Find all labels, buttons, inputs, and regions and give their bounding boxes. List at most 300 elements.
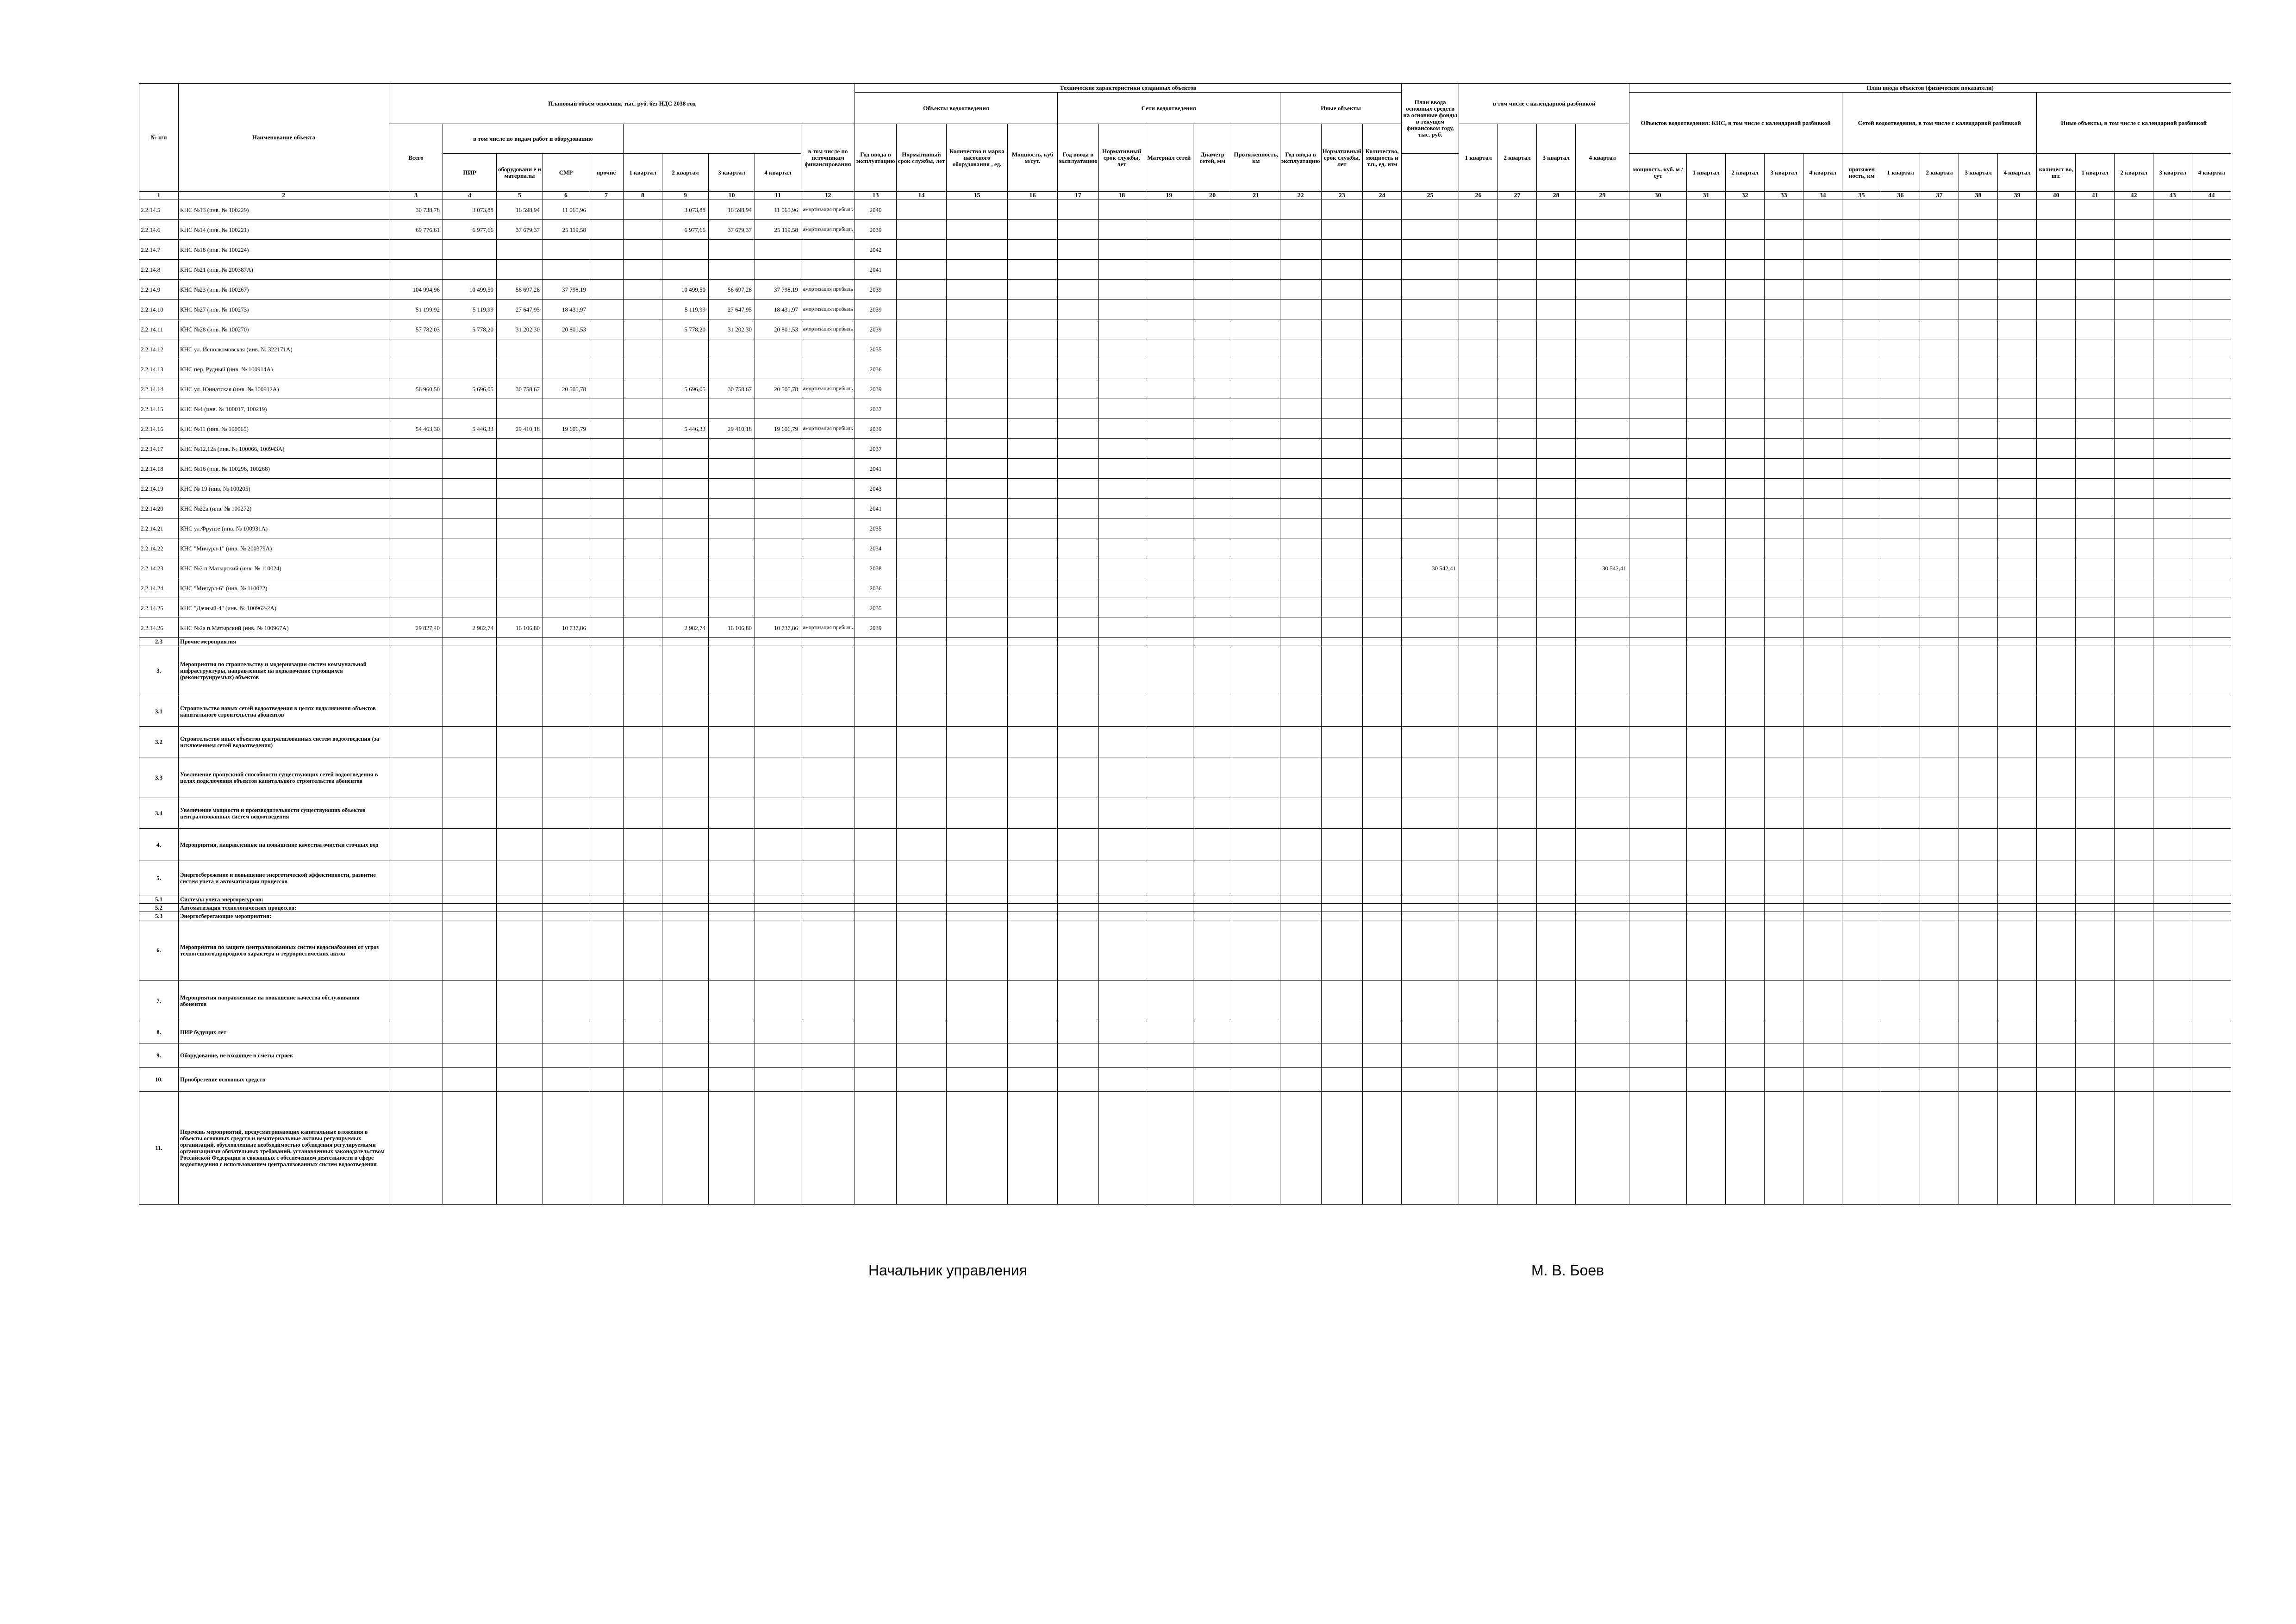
signature-person: М. В. Боев [1531,1262,1604,1279]
row-cell [2153,319,2192,339]
row-cell [1008,280,1058,300]
section-cell [1280,645,1321,696]
section-cell [1459,638,1498,645]
row-cell [2037,339,2076,359]
row-cell [1008,200,1058,220]
section-cell [1232,727,1280,757]
row-cell [1726,598,1765,618]
row-cell [2192,419,2231,439]
row-cell [1537,598,1576,618]
row-cell [2192,538,2231,558]
section-cell [1145,1092,1193,1205]
row-cell [1537,479,1576,499]
section-cell [1402,1068,1459,1092]
row-cell [2192,598,2231,618]
section-cell [1765,645,1803,696]
header-q4: 4 квартал [755,154,801,192]
row-cell [1498,379,1537,399]
row-cell [755,240,801,260]
section-cell [709,895,755,904]
column-number: 36 [1881,192,1920,200]
table-row [139,339,2231,359]
row-cell [389,598,443,618]
section-cell [1232,1021,1280,1043]
row-cell [801,240,855,260]
row-cell [947,379,1008,399]
row-cell [1765,200,1803,220]
row-cell [2115,359,2153,379]
row-cell [1459,598,1498,618]
section-cell [709,904,755,912]
section-cell [2037,798,2076,829]
section-cell [389,727,443,757]
section-cell [1765,895,1803,904]
row-cell [1998,439,2037,459]
section-cell [1058,798,1099,829]
section-cell [497,920,543,981]
section-cell [1998,638,2037,645]
row-cell [1842,359,1881,379]
section-cell [624,1021,662,1043]
header-kns-q3: 3 квартал [1765,154,1803,192]
row-cell [1881,479,1920,499]
row-cell [1687,300,1726,319]
investment-table-sheet [139,83,2231,1205]
section-cell [1402,1021,1459,1043]
row-cell [589,439,624,459]
section-cell [1959,638,1998,645]
table-row [139,618,2231,638]
row-cell [1920,598,1959,618]
row-cell [1881,558,1920,578]
row-cell [2037,439,2076,459]
row-cell [897,419,947,439]
section-cell [1881,861,1920,895]
section-cell [801,861,855,895]
column-number: 15 [947,192,1008,200]
row-cell [1402,479,1459,499]
section-cell [1280,895,1321,904]
section-cell [1232,904,1280,912]
section-cell [947,895,1008,904]
section-cell [1193,920,1232,981]
row-cell [1998,499,2037,518]
section-cell [2192,696,2231,727]
section-cell [1232,981,1280,1021]
header-smr: СМР [543,154,589,192]
section-cell [1765,696,1803,727]
section-cell [855,895,897,904]
section-cell [2076,861,2115,895]
header-qty-power: Количество, мощность и т.п., ед. изм [1363,124,1402,192]
row-cell [1402,200,1459,220]
row-cell [1232,319,1280,339]
section-cell [1459,1043,1498,1068]
row-cell [2076,538,2115,558]
row-cell [2076,339,2115,359]
section-cell [1726,727,1765,757]
section-cell [1321,829,1363,861]
section-cell [2192,645,2231,696]
row-cell [543,359,589,379]
row-cell [1998,459,2037,479]
section-row [139,638,2231,645]
section-cell [543,696,589,727]
row-cell [1321,399,1363,419]
section-cell [1459,912,1498,920]
section-cell [2115,1021,2153,1043]
row-cell [589,260,624,280]
section-cell [2037,861,2076,895]
section-cell [497,912,543,920]
section-cell [1363,1021,1402,1043]
row-cell [1765,578,1803,598]
row-cell [1232,439,1280,459]
row-cell [1058,399,1099,419]
section-cell [2115,981,2153,1021]
row-cell [543,558,589,578]
section-cell [1058,696,1099,727]
row-cell [1998,618,2037,638]
section-cell [2115,920,2153,981]
section-cell [1576,798,1629,829]
section-cell [1803,645,1842,696]
section-cell [755,696,801,727]
row-cell [1959,359,1998,379]
row-cell [1402,518,1459,538]
header-incl-sources: в том числе по источникам финансирования [801,124,855,192]
section-cell [855,645,897,696]
row-cell [662,459,709,479]
row-cell [1629,200,1687,220]
section-cell [1765,829,1803,861]
row-cell [947,280,1008,300]
row-cell [662,339,709,359]
row-cell [1998,598,2037,618]
section-cell [497,1068,543,1092]
section-cell [1920,696,1959,727]
section-cell [2115,798,2153,829]
row-cell [2076,399,2115,419]
section-cell [1098,912,1145,920]
row-cell [624,518,662,538]
row-cell [1920,200,1959,220]
row-cell: 3 073,88 [443,200,497,220]
row-cell [1232,260,1280,280]
row-cell [2115,479,2153,499]
section-cell [1726,1092,1765,1205]
row-cell [1881,439,1920,459]
row-cell [755,558,801,578]
column-number: 29 [1576,192,1629,200]
row-cell [1363,240,1402,260]
row-cell [2076,240,2115,260]
section-cell [709,638,755,645]
section-cell [1459,895,1498,904]
row-cell [2192,518,2231,538]
row-cell [897,280,947,300]
section-cell [443,727,497,757]
row-cell [662,499,709,518]
row-cell: 2038 [855,558,897,578]
row-cell [2153,280,2192,300]
row-cell [1145,518,1193,538]
section-cell [1145,981,1193,1021]
section-cell [1726,696,1765,727]
row-cell: 5 778,20 [662,319,709,339]
section-cell [1363,912,1402,920]
row-cell [947,419,1008,439]
row-cell [755,578,801,598]
row-code: 2.2.14.13 [139,359,179,379]
section-cell [1058,912,1099,920]
row-code: 2.2.14.26 [139,618,179,638]
section-cell [443,1068,497,1092]
section-cell [755,861,801,895]
row-code: 2.2.14.16 [139,419,179,439]
row-cell [1058,618,1099,638]
row-cell [1498,479,1537,499]
section-cell [662,981,709,1021]
section-code: 6. [139,920,179,981]
row-cell [1321,578,1363,598]
section-cell [947,1068,1008,1092]
row-cell: амортизация прибыль [801,618,855,638]
section-cell [1498,1021,1537,1043]
row-cell [1629,339,1687,359]
section-cell [1920,981,1959,1021]
section-cell [897,912,947,920]
row-code: 2.2.14.17 [139,439,179,459]
row-cell [1576,538,1629,558]
section-cell [2153,727,2192,757]
row-cell [897,399,947,419]
row-cell [2037,300,2076,319]
row-cell [1920,399,1959,419]
section-cell [1459,645,1498,696]
section-cell [1998,798,2037,829]
row-cell [755,359,801,379]
column-number: 6 [543,192,589,200]
section-cell [755,829,801,861]
row-cell [1098,419,1145,439]
section-cell [1537,861,1576,895]
row-cell [1402,439,1459,459]
row-cell [1280,419,1321,439]
header-quantity-unit: количест во, шт. [2037,154,2076,192]
row-cell [1765,260,1803,280]
row-cell [1687,578,1726,598]
header-plan-physical: План ввода объектов (физические показатели) [1629,84,2231,93]
section-cell [1321,757,1363,798]
section-name: Увеличение пропускной способности существующих сетей водоотведения в целях подключения объектов капитального строительства абонентов [179,757,389,798]
section-cell [1881,645,1920,696]
section-cell [1008,798,1058,829]
section-cell [2037,1068,2076,1092]
section-cell [1193,696,1232,727]
section-cell [1008,1068,1058,1092]
row-cell: 2035 [855,339,897,359]
row-cell [1058,558,1099,578]
section-code: 9. [139,1043,179,1068]
section-cell [1402,638,1459,645]
section-cell [1576,1092,1629,1205]
row-cell [1576,518,1629,538]
section-cell [755,981,801,1021]
row-cell [1280,558,1321,578]
section-cell [497,727,543,757]
row-cell [1193,598,1232,618]
row-cell [2153,399,2192,419]
section-cell [1576,1043,1629,1068]
section-cell [1058,638,1099,645]
row-cell [1629,260,1687,280]
section-cell [1098,757,1145,798]
row-cell [1098,499,1145,518]
section-cell [1920,861,1959,895]
row-cell: амортизация прибыль [801,319,855,339]
row-cell [1803,439,1842,459]
section-cell [1098,895,1145,904]
section-code: 3. [139,645,179,696]
section-cell [443,1021,497,1043]
table-row [139,558,2231,578]
section-cell [1058,895,1099,904]
section-cell [1232,696,1280,727]
row-cell [1881,260,1920,280]
row-cell [1363,558,1402,578]
row-cell [897,260,947,280]
row-cell [1232,379,1280,399]
header-oth-q3: 3 квартал [2153,154,2192,192]
section-cell [2076,798,2115,829]
row-cell [589,339,624,359]
row-cell [1726,578,1765,598]
row-cell [662,260,709,280]
row-cell [1576,479,1629,499]
row-cell [1232,280,1280,300]
section-cell [1959,798,1998,829]
row-cell [1145,419,1193,439]
row-cell [1959,240,1998,260]
column-number: 40 [2037,192,2076,200]
row-cell [1803,518,1842,538]
header-material: Материал сетей [1145,124,1193,192]
row-cell [2037,479,2076,499]
row-cell: 5 446,33 [443,419,497,439]
row-cell [624,240,662,260]
section-cell [1459,904,1498,912]
section-cell [2076,1021,2115,1043]
row-cell [709,439,755,459]
row-cell [1537,200,1576,220]
row-cell [947,339,1008,359]
row-cell [2153,379,2192,399]
section-cell [624,912,662,920]
row-cell [1363,339,1402,359]
column-number: 1 [139,192,179,200]
section-cell [2037,696,2076,727]
section-cell [1629,904,1687,912]
row-cell [801,499,855,518]
row-cell [1459,379,1498,399]
row-cell: 29 410,18 [709,419,755,439]
row-cell [2192,558,2231,578]
section-cell [801,757,855,798]
section-cell [389,920,443,981]
row-cell: 2034 [855,538,897,558]
row-cell [1232,598,1280,618]
section-cell [1459,1092,1498,1205]
row-cell [624,558,662,578]
row-cell [801,399,855,419]
row-cell [1098,439,1145,459]
row-cell [1363,399,1402,419]
section-cell [624,645,662,696]
section-cell [389,1043,443,1068]
section-cell [543,981,589,1021]
row-cell [389,479,443,499]
row-cell [1842,618,1881,638]
column-number: 31 [1687,192,1726,200]
row-cell [1363,479,1402,499]
row-cell [543,499,589,518]
section-cell [1280,1043,1321,1068]
row-cell [1842,459,1881,479]
section-cell [2115,1068,2153,1092]
column-number: 20 [1193,192,1232,200]
row-cell [1765,518,1803,538]
row-cell [1998,300,2037,319]
section-cell [755,1092,801,1205]
section-cell [709,1043,755,1068]
row-cell [1959,439,1998,459]
section-cell [497,981,543,1021]
section-cell [1008,829,1058,861]
row-cell: 29 410,18 [497,419,543,439]
row-cell [497,578,543,598]
row-cell [1576,240,1629,260]
row-cell [1363,280,1402,300]
row-cell [1098,399,1145,419]
row-cell [1008,379,1058,399]
section-cell [1537,920,1576,981]
row-cell [1280,240,1321,260]
section-cell [1687,1043,1726,1068]
row-cell [1498,220,1537,240]
row-cell: 16 598,94 [497,200,543,220]
header-other-objects: Иные объекты [1280,93,1401,124]
row-cell [1498,319,1537,339]
row-cell [1058,319,1099,339]
row-cell [1321,319,1363,339]
row-cell [589,240,624,260]
section-cell [1998,829,2037,861]
row-cell [1920,379,1959,399]
column-number: 18 [1098,192,1145,200]
row-cell [1193,200,1232,220]
row-cell: 2036 [855,359,897,379]
section-cell [1402,981,1459,1021]
row-cell [1098,200,1145,220]
column-number: 19 [1145,192,1193,200]
row-cell [2153,598,2192,618]
row-cell [443,598,497,618]
section-cell [1920,798,1959,829]
row-cell [2115,240,2153,260]
signature-position: Начальник управления [868,1262,1027,1279]
section-cell [1881,981,1920,1021]
